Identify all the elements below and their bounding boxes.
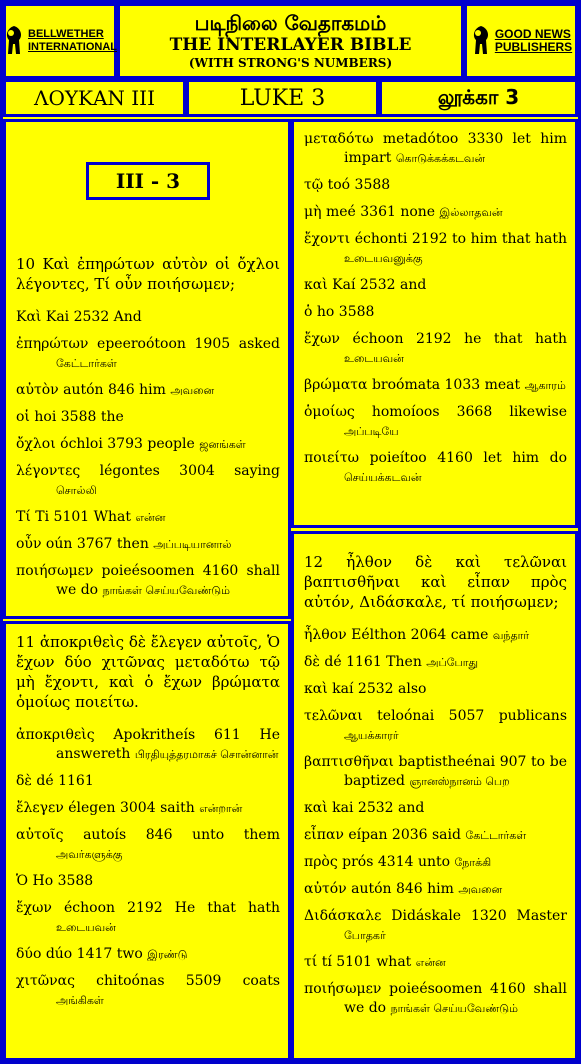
word-entry	[304, 853, 567, 872]
greek-word: καὶ	[304, 277, 328, 293]
transliteration-gloss: dé 1161 Then	[324, 654, 422, 670]
title-main: THE INTERLAYER BIBLE	[169, 35, 412, 55]
book-greek	[3, 79, 186, 117]
greek-word: ὁ	[304, 304, 313, 320]
word-entry	[304, 626, 567, 645]
tamil-gloss: உடையவன்	[56, 921, 116, 934]
transliteration-gloss: meé 3361 none	[325, 204, 436, 220]
book-english-label: LUKE 3	[239, 85, 326, 111]
logo-line-2: INTERNATIONAL	[28, 41, 118, 53]
tamil-gloss: நாங்கள் செய்யவேண்டும்	[102, 584, 230, 597]
tamil-gloss: அப்படியே	[344, 425, 399, 438]
transliteration-gloss: Didáskale 1320 Master	[391, 908, 568, 924]
word-entry	[304, 799, 567, 818]
tamil-gloss: கேட்டார்கள்	[56, 357, 117, 370]
word-entry	[304, 953, 567, 972]
greek-word: μεταδότω	[304, 131, 374, 147]
word-entry	[304, 276, 567, 295]
tamil-gloss: ஞானஸ்நானம் பெற	[409, 775, 510, 788]
transliteration-gloss: broómata 1033 meat	[371, 377, 521, 393]
verse12-panel	[291, 531, 578, 1061]
transliteration-gloss: dúo 1417 two	[45, 946, 143, 962]
transliteration-gloss: Ho 3588	[32, 873, 94, 889]
tamil-gloss: ஆகாரம்	[524, 379, 566, 392]
transliteration-gloss: échonti 2192 to him that hath	[354, 231, 567, 247]
word-entry	[304, 753, 567, 791]
greek-word: Τί	[16, 509, 31, 525]
tamil-gloss: கேட்டார்கள்	[465, 829, 527, 842]
title-sub: (WITH STRONG'S NUMBERS)	[188, 56, 393, 70]
greek-word: οὖν	[16, 536, 42, 552]
word-entry	[304, 826, 567, 845]
ram-icon	[3, 24, 25, 58]
transliteration-gloss: baptistheénai 907 to be baptized	[344, 754, 567, 789]
tamil-gloss: உடையவன்	[344, 352, 404, 365]
transliteration-gloss: échoon 2192 he that hath	[352, 331, 567, 347]
transliteration-gloss: Ti 5101 What	[35, 509, 132, 525]
word-entry	[16, 899, 280, 937]
word-entry	[304, 130, 567, 168]
greek-word: αὐτοῖς	[16, 827, 64, 843]
book-greek-label: ΛΟΥΚΑΝ III	[34, 86, 155, 110]
title-tamil: படிநிலை வேதாகமம்	[194, 11, 387, 35]
greek-word: ἦλθον	[304, 627, 347, 643]
transliteration-gloss: légontes 3004 saying	[99, 463, 280, 479]
transliteration-gloss: chitoónas 5509 coats	[96, 973, 281, 989]
word-entry	[16, 408, 280, 427]
transliteration-gloss: élegen 3004 saith	[68, 800, 195, 816]
greek-word: ἔχοντι	[304, 231, 351, 247]
word-entry	[16, 462, 280, 500]
tamil-gloss: இரண்டு	[147, 948, 188, 961]
greek-word: ἔχων	[16, 900, 52, 916]
tamil-gloss: அப்படியானால்	[153, 538, 232, 551]
greek-word: χιτῶνας	[16, 973, 75, 989]
transliteration-gloss: prós 4314 unto	[342, 854, 451, 870]
chapter-reference: III - 3	[86, 162, 210, 200]
verse11-panel	[3, 621, 291, 1061]
greek-word: ἔλεγεν	[16, 800, 64, 816]
greek-word: ἔχων	[304, 331, 340, 347]
greek-word: πρὸς	[304, 854, 338, 870]
word-entry	[16, 872, 280, 891]
greek-word: τελῶναι	[304, 708, 363, 724]
greek-word: μὴ	[304, 204, 322, 220]
greek-word: λέγοντες	[16, 463, 81, 479]
word-entry	[304, 680, 567, 699]
tamil-gloss: அவனை	[170, 384, 215, 397]
greek-word: τί	[304, 954, 318, 970]
greek-word: αὐτὸν	[16, 382, 59, 398]
greek-word: εἶπαν	[304, 827, 344, 843]
verse12-greek: 12 ἦλθον δὲ καὶ τελῶναι βαπτισθῆναι καὶ εἶπαν πρὸς αὐτόν, Διδάσκαλε, τί ποιήσωμεν;	[304, 553, 567, 611]
greek-word: δύο	[16, 946, 42, 962]
tamil-gloss: போதகர்	[344, 929, 386, 942]
greek-word: ποιήσωμεν	[16, 563, 94, 579]
transliteration-gloss: epeeroótoon 1905 asked	[97, 336, 280, 352]
tamil-gloss: கொடுக்கக்கடவன்	[395, 152, 486, 165]
greek-word: ἀποκριθεὶς	[16, 727, 95, 743]
verse11-entries	[16, 726, 280, 1010]
word-entry	[304, 176, 567, 195]
greek-word: καὶ	[304, 681, 328, 697]
tamil-gloss: நோக்கி	[454, 856, 492, 869]
tamil-gloss: உடையவனுக்கு	[344, 252, 423, 265]
greek-word: ἐπηρώτων	[16, 336, 89, 352]
transliteration-gloss: dé 1161	[36, 773, 94, 789]
transliteration-gloss: kai 2532 and	[332, 800, 425, 816]
greek-word: ποιήσωμεν	[304, 981, 382, 997]
tamil-gloss: என்றான்	[199, 802, 243, 815]
transliteration-gloss: poieítoo 4160 let him do	[369, 450, 568, 466]
tamil-gloss: நாங்கள் செய்யவேண்டும்	[390, 1002, 518, 1015]
word-entry	[16, 535, 280, 554]
word-entry	[16, 308, 280, 327]
word-entry	[304, 449, 567, 487]
transliteration-gloss: autoís 846 unto them	[83, 827, 280, 843]
word-entry	[304, 403, 567, 441]
word-entry	[16, 381, 280, 400]
tamil-gloss: ஆயக்காரர்	[344, 729, 399, 742]
tamil-gloss: வந்தார்	[492, 629, 530, 642]
word-entry	[304, 707, 567, 745]
header-title-box	[117, 3, 464, 79]
word-entry	[304, 230, 567, 268]
tamil-gloss: அப்போது	[426, 656, 478, 669]
word-entry	[304, 376, 567, 395]
word-entry	[16, 508, 280, 527]
tamil-gloss: அங்கிகள்	[56, 994, 104, 1007]
word-entry	[304, 980, 567, 1018]
word-entry	[16, 726, 280, 764]
transliteration-gloss: Apokritheís 611 He answereth	[56, 727, 280, 762]
verse11-greek: 11 ἀποκριθεὶς δὲ ἔλεγεν αὐτοῖς, Ὁ ἔχων δύο χιτῶνας μεταδότω τῷ μὴ ἔχοντι, καὶ ὁ ἔχων βρώματα ὁμοίως ποιείτω.	[16, 633, 280, 711]
transliteration-gloss: eípan 2036 said	[348, 827, 461, 843]
greek-word: ποιείτω	[304, 450, 360, 466]
word-entry	[304, 203, 567, 222]
word-entry	[16, 826, 280, 864]
greek-word: τῷ	[304, 177, 324, 193]
bellwether-logo	[3, 3, 117, 79]
tamil-gloss: அவனை	[458, 883, 503, 896]
logo-line-1: GOOD NEWS	[494, 27, 571, 41]
greek-word: δὲ	[16, 773, 32, 789]
transliteration-gloss: poieésoomen 4160 shall we do	[56, 563, 280, 598]
tamil-gloss: என்ன	[135, 511, 166, 524]
book-tamil	[379, 79, 578, 117]
verse10-panel	[3, 119, 291, 619]
transliteration-gloss: oún 3767 then	[45, 536, 149, 552]
tamil-gloss: செய்யக்கடவன்	[344, 471, 422, 484]
transliteration-gloss: Kai 2532 And	[45, 309, 142, 325]
verse10-entries	[16, 308, 280, 600]
greek-word: Καὶ	[16, 309, 42, 325]
word-entry	[304, 653, 567, 672]
transliteration-gloss: Kaí 2532 and	[332, 277, 427, 293]
transliteration-gloss: homoíoos 3668 likewise	[371, 404, 568, 420]
word-entry	[16, 972, 280, 1010]
book-tamil-label: லூக்கா 3	[437, 84, 520, 109]
greek-word: ὁμοίως	[304, 404, 355, 420]
word-entry	[16, 772, 280, 791]
greek-word: βαπτισθῆναι	[304, 754, 394, 770]
tamil-gloss: பிரதியுத்தரமாகச் சொன்னான்	[134, 748, 279, 761]
word-entry	[16, 799, 280, 818]
verse10-greek: 10 Καὶ ἐπηρώτων αὐτὸν οἱ ὄχλοι λέγοντες, Τί οὖν ποιήσωμεν;	[16, 255, 280, 293]
word-entry	[304, 880, 567, 899]
transliteration-gloss: hoi 3588 the	[34, 409, 124, 425]
verse11-cont-entries	[304, 130, 567, 487]
transliteration-gloss: autón 846 him	[351, 881, 454, 897]
word-entry	[304, 907, 567, 945]
greek-word: καὶ	[304, 800, 328, 816]
tamil-gloss: ஜனங்கள்	[199, 438, 246, 451]
greek-word: ὄχλοι	[16, 436, 56, 452]
greek-word: δὲ	[304, 654, 320, 670]
tamil-gloss: அவர்களுக்கு	[56, 848, 123, 861]
word-entry	[304, 303, 567, 322]
transliteration-gloss: óchloi 3793 people	[60, 436, 195, 452]
word-entry	[16, 335, 280, 373]
transliteration-gloss: autón 846 him	[63, 382, 166, 398]
greek-word: Ὁ	[16, 873, 29, 889]
word-entry	[16, 435, 280, 454]
transliteration-gloss: poieésoomen 4160 shall we do	[344, 981, 568, 1016]
greek-word: βρώματα	[304, 377, 368, 393]
word-entry	[16, 562, 280, 600]
transliteration-gloss: Eélthon 2064 came	[351, 627, 489, 643]
transliteration-gloss: toó 3588	[327, 177, 391, 193]
transliteration-gloss: échoon 2192 He that hath	[64, 900, 280, 916]
tamil-gloss: என்ன	[415, 956, 446, 969]
word-entry	[304, 330, 567, 368]
transliteration-gloss: kaí 2532 also	[332, 681, 427, 697]
tamil-gloss: இல்லாதவன்	[439, 206, 503, 219]
transliteration-gloss: tí 5101 what	[321, 954, 412, 970]
verse11-cont-panel	[291, 119, 578, 528]
logo-line-1: BELLWETHER	[28, 28, 104, 40]
book-english	[186, 79, 379, 117]
greek-word: αὐτόν	[304, 881, 347, 897]
word-entry	[16, 945, 280, 964]
logo-line-2: PUBLISHERS	[494, 40, 573, 54]
greek-word: οἱ	[16, 409, 30, 425]
greek-word: Διδάσκαλε	[304, 908, 382, 924]
transliteration-gloss: metadótoo 3330 let him impart	[344, 131, 568, 166]
good-news-logo	[464, 3, 578, 79]
verse12-entries	[304, 626, 567, 1018]
tamil-gloss: சொல்லி	[56, 484, 97, 497]
transliteration-gloss: ho 3588	[316, 304, 375, 320]
transliteration-gloss: teloónai 5057 publicans	[377, 708, 567, 724]
ram-icon	[470, 24, 492, 58]
